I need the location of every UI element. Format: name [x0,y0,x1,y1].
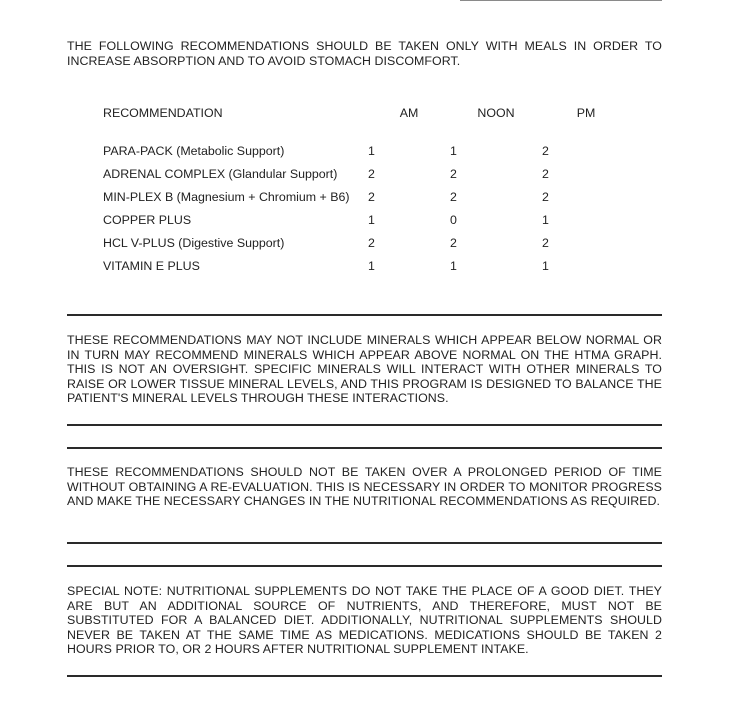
intro-text: THE FOLLOWING RECOMMENDATIONS SHOULD BE TAKEN ONLY WITH MEALS IN ORDER TO INCREASE ABSORPTION AND TO AVOID STOMACH DISCOMFORT. [67,39,662,68]
table-row [103,254,630,277]
dose-noon: 2 [450,235,457,250]
table-header-row [103,105,630,121]
supplement-name: HCL V-PLUS (Digestive Support) [103,235,285,250]
section-divider [67,675,662,677]
supplement-name: ADRENAL COMPLEX (Glandular Support) [103,166,338,181]
table-row [103,231,630,254]
table-row [103,185,630,208]
supplement-name: COPPER PLUS [103,212,192,227]
section-divider [67,542,662,544]
section-divider [67,314,662,316]
dose-noon: 2 [450,166,457,181]
header-noon: NOON [477,106,515,120]
recommendation-table [103,105,630,277]
dose-am: 2 [368,189,375,204]
table-row [103,139,630,162]
supplement-name: VITAMIN E PLUS [103,258,200,273]
dose-noon: 1 [450,143,457,158]
dose-am: 2 [368,166,375,181]
section-divider [67,424,662,426]
dose-pm: 1 [542,212,549,227]
dose-pm: 1 [542,258,549,273]
section-divider [67,565,662,567]
top-divider [460,0,662,1]
dose-am: 1 [368,212,375,227]
dose-pm: 2 [542,189,549,204]
table-row [103,162,630,185]
dose-noon: 0 [450,212,457,227]
special-note: SPECIAL NOTE: NUTRITIONAL SUPPLEMENTS DO NOT TAKE THE PLACE OF A GOOD DIET. THEY ARE BUT AN ADDITIONAL SOURCE OF NUTRIENTS, AND THEREFORE, MUST NOT BE SUBSTITUTED FOR A BALANCED DIET. ADDITIONALLY, NUTRITIONAL SUPPLEMENTS SHOULD NEVER BE TAKEN AT THE SAME TIME AS MEDICATIONS. MEDICATIONS SHOULD BE TAKEN 2 HOURS PRIOR TO, OR 2 HOURS AFTER NUTRITIONAL SUPPLEMENT INTAKE. [67,584,662,657]
dose-am: 1 [368,143,375,158]
dose-pm: 2 [542,166,549,181]
section-divider [67,447,662,449]
note-re-evaluation: THESE RECOMMENDATIONS SHOULD NOT BE TAKEN OVER A PROLONGED PERIOD OF TIME WITHOUT OBTAINING A RE-EVALUATION. THIS IS NECESSARY IN ORDER TO MONITOR PROGRESS AND MAKE THE NECESSARY CHANGES IN THE NUTRITIONAL RECOMMENDATIONS AS REQUIRED. [67,465,662,509]
dose-pm: 2 [542,235,549,250]
note-minerals-interaction: THESE RECOMMENDATIONS MAY NOT INCLUDE MINERALS WHICH APPEAR BELOW NORMAL OR IN TURN MAY RECOMMEND MINERALS WHICH APPEAR ABOVE NORMAL ON THE HTMA GRAPH. THIS IS NOT AN OVERSIGHT. SPECIFIC MINERALS WILL INTERACT WITH OTHER MINERALS TO RAISE OR LOWER TISSUE MINERAL LEVELS, AND THIS PROGRAM IS DESIGNED TO BALANCE THE PATIENT'S MINERAL LEVELS THROUGH THESE INTERACTIONS. [67,333,662,406]
dose-am: 1 [368,258,375,273]
supplement-name: PARA-PACK (Metabolic Support) [103,143,285,158]
dose-noon: 2 [450,189,457,204]
header-am: AM [399,106,419,120]
header-pm: PM [576,106,596,120]
table-row [103,208,630,231]
supplement-name: MIN-PLEX B (Magnesium + Chromium + B6) [103,189,350,204]
dose-pm: 2 [542,143,549,158]
dose-am: 2 [368,235,375,250]
dose-noon: 1 [450,258,457,273]
header-recommendation: RECOMMENDATION [103,106,223,120]
